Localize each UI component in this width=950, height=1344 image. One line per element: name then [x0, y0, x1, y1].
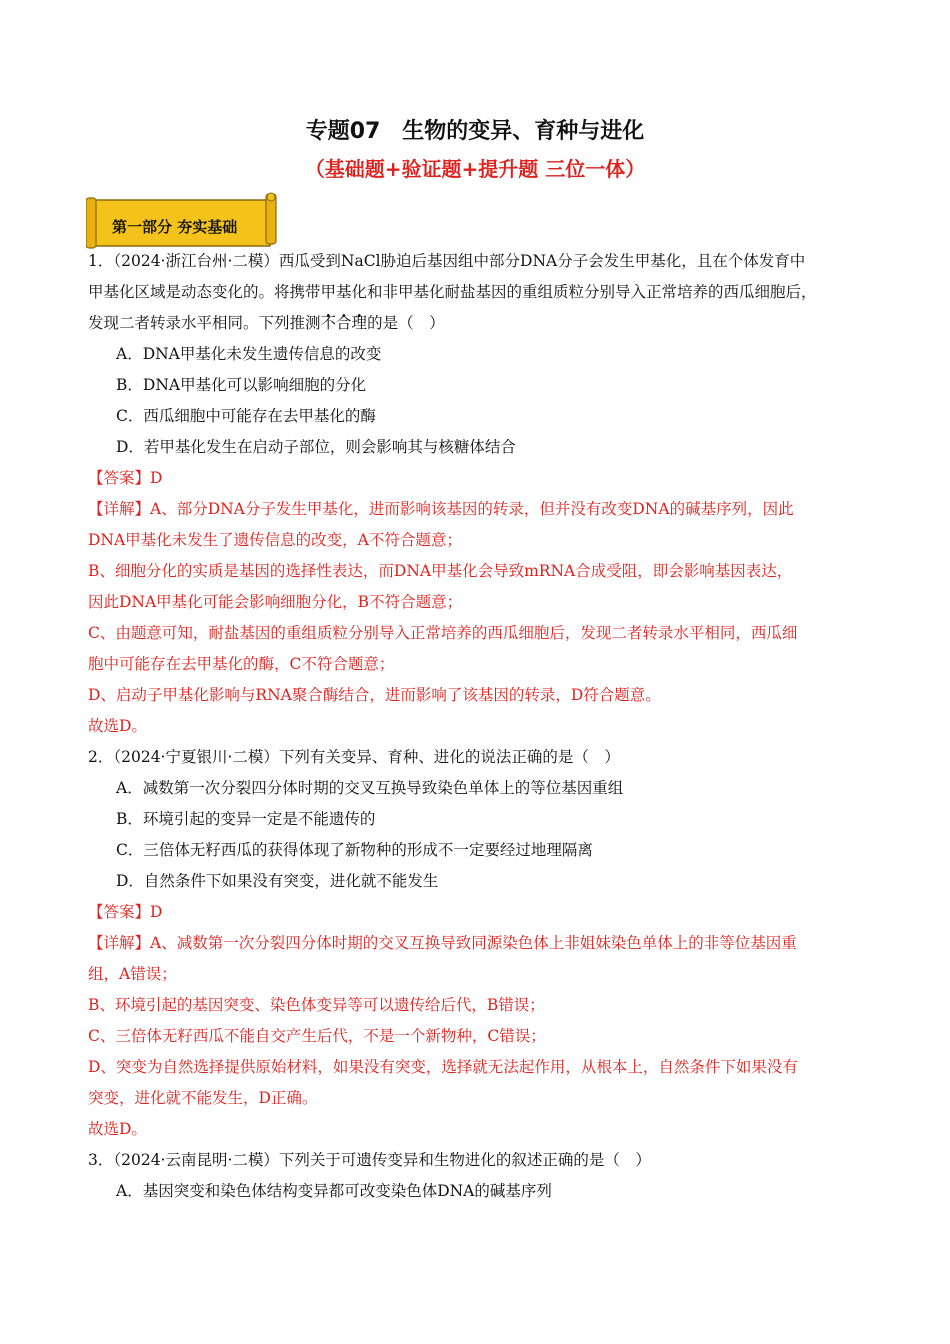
q1-explain-line: D、启动子甲基化影响与RNA聚合酶结合，进而影响了该基因的转录，D符合题意。 — [88, 686, 661, 704]
q2-option-a: A．减数第一次分裂四分体时期的交叉互换导致染色单体上的等位基因重组 — [116, 779, 624, 797]
q3-option-a: A．基因突变和染色体结构变异都可改变染色体DNA的碱基序列 — [116, 1182, 552, 1200]
q1-emphasis-char-2: 合 — [336, 314, 352, 332]
section-label: 第一部分 夯实基础 — [112, 218, 238, 236]
q1-explain-line: 【详解】A、部分DNA分子发生甲基化，进而影响该基因的转录，但并没有改变DNA的碱基序列，因此 — [88, 500, 794, 518]
q2-choose: 故选D。 — [88, 1120, 147, 1138]
q2-option-c: C．三倍体无籽西瓜的获得体现了新物种的形成不一定要经过地理隔离 — [116, 841, 593, 859]
q1-explain-line: DNA甲基化未发生了遗传信息的改变，A不符合题意； — [88, 531, 462, 549]
q2-stem: 2．（2024·宁夏银川·二模）下列有关变异、育种、进化的说法正确的是（ ） — [88, 748, 620, 766]
q1-choose: 故选D。 — [88, 717, 147, 735]
q1-stem-line3 — [88, 308, 868, 339]
q1-stem-line3-post: 的是（ ） — [367, 314, 445, 332]
q2-explain-line: 组，A错误； — [88, 965, 177, 983]
q2-explain-line: D、突变为自然选择提供原始材料，如果没有突变，选择就无法起作用，从根本上，自然条件下如果没有 — [88, 1058, 798, 1076]
q1-option-a: A．DNA甲基化未发生遗传信息的改变 — [116, 345, 382, 363]
q1-option-d: D．若甲基化发生在启动子部位，则会影响其与核糖体结合 — [116, 438, 516, 456]
q1-explain-line: 胞中可能存在去甲基化的酶，C不符合题意； — [88, 655, 395, 673]
q1-stem-line3-pre: 发现二者转录水平相同。下列推测 — [88, 314, 321, 332]
q2-explain-line: B、环境引起的基因突变、染色体变异等可以遗传给后代，B错误； — [88, 996, 545, 1014]
page-subtitle: （基础题+验证题+提升题 三位一体） — [304, 157, 646, 181]
q1-emphasis-char-3: 理 — [351, 314, 368, 332]
q2-explain-line: 【详解】A、减数第一次分裂四分体时期的交叉互换导致同源染色体上非姐妹染色单体上的非等位基因重 — [88, 934, 797, 952]
q1-option-c: C．西瓜细胞中可能存在去甲基化的酶 — [116, 407, 376, 425]
q1-option-b: B．DNA甲基化可以影响细胞的分化 — [116, 376, 367, 394]
q2-explain-line: 突变，进化就不能发生，D正确。 — [88, 1089, 318, 1107]
question-content — [88, 246, 868, 1207]
page-title: 专题07 生物的变异、育种与进化 — [305, 119, 645, 144]
q3-stem: 3．（2024·云南昆明·二模）下列关于可遗传变异和生物进化的叙述正确的是（ ） — [88, 1151, 651, 1169]
q2-option-b: B．环境引起的变异一定是不能遗传的 — [116, 810, 376, 828]
q2-answer: 【答案】D — [88, 903, 163, 921]
q2-option-d: D．自然条件下如果没有突变，进化就不能发生 — [116, 872, 439, 890]
q1-stem-line2: 甲基化区域是动态变化的。将携带甲基化和非甲基化耐盐基因的重组质粒分别导入正常培养的西瓜细胞后， — [88, 283, 817, 301]
q1-explain-line: C、由题意可知，耐盐基因的重组质粒分别导入正常培养的西瓜细胞后，发现二者转录水平相同，西瓜细 — [88, 624, 798, 642]
q1-explain-line: 因此DNA甲基化可能会影响细胞分化，B不符合题意； — [88, 593, 463, 611]
q1-explain-line: B、细胞分化的实质是基因的选择性表达，而DNA甲基化会导致mRNA合成受阻，即会影响基因表达， — [88, 562, 793, 580]
q1-emphasis-char-1: 不 — [320, 314, 337, 332]
q2-explain-line: C、三倍体无籽西瓜不能自交产生后代，不是一个新物种，C错误； — [88, 1027, 546, 1045]
q1-stem-line1: 1．（2024·浙江台州·二模）西瓜受到NaCl胁迫后基因组中部分DNA分子会发生甲基化，且在个体发育中 — [88, 252, 806, 270]
q1-answer: 【答案】D — [88, 469, 163, 487]
